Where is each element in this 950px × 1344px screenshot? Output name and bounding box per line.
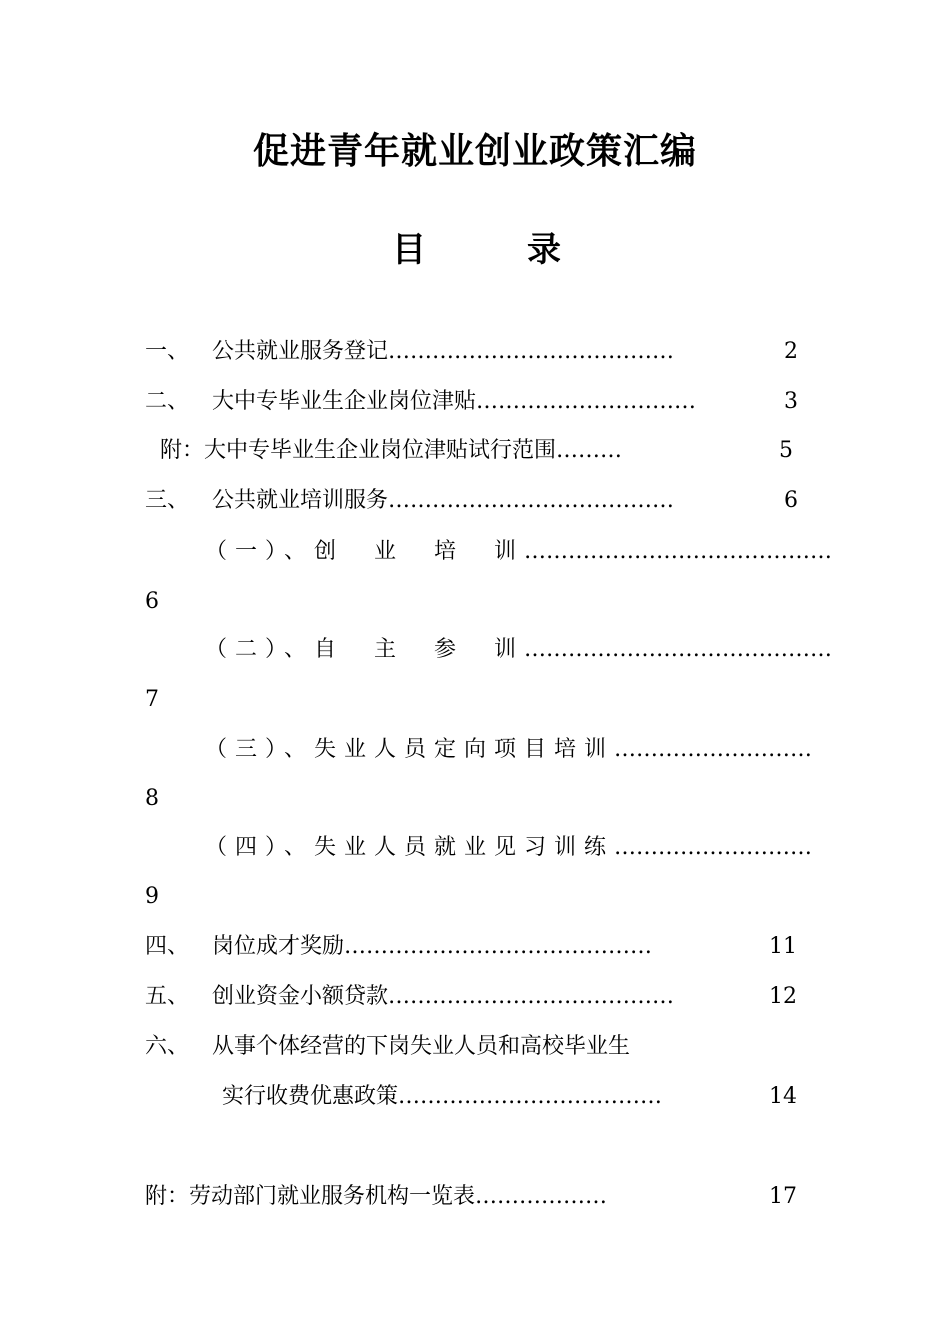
toc-entry-4 <box>212 932 652 962</box>
toc-heading-char-1: 目 <box>392 230 426 270</box>
toc-subentry-4-page: 9 <box>145 884 159 909</box>
toc-leader: ………………………………… <box>388 339 675 364</box>
toc-entry-2-appendix-text: 附：大中专毕业生企业岗位津贴试行范围 <box>160 438 557 463</box>
toc-appendix <box>145 1182 607 1212</box>
toc-entry-3-text: 公共就业培训服务 <box>212 488 389 513</box>
toc-subentry-1 <box>205 537 832 567</box>
toc-entry-4-text: 岗位成才奖励 <box>212 934 345 959</box>
toc-page-3: 5 <box>779 438 793 463</box>
toc-page-4: 6 <box>784 488 798 513</box>
toc-appendix-text: 附：劳动部门就业服务机构一览表 <box>145 1184 476 1209</box>
toc-entry-6-continued <box>222 1082 662 1112</box>
toc-marker-6: 六、 <box>145 1034 190 1059</box>
toc-page-2: 3 <box>784 389 798 414</box>
toc-entry-5 <box>212 982 674 1012</box>
toc-page-6: 12 <box>769 984 797 1009</box>
toc-leader: ……………………… <box>614 737 813 762</box>
toc-leader: ……………………… <box>614 835 813 860</box>
toc-leader: ………………………… <box>476 389 697 414</box>
toc-leader: ………………………………… <box>388 488 675 513</box>
toc-subentry-1-text: （一）、创 业 培 训 <box>205 539 525 564</box>
toc-subentry-3 <box>205 735 812 765</box>
toc-entry-5-text: 创业资金小额贷款 <box>212 984 389 1009</box>
toc-page-8: 17 <box>769 1184 797 1209</box>
toc-entry-1 <box>212 337 674 367</box>
toc-heading-char-2: 录 <box>527 230 561 270</box>
toc-subentry-2 <box>205 635 832 665</box>
toc-marker-2: 二、 <box>145 389 190 414</box>
toc-entry-2 <box>212 387 696 417</box>
toc-entry-1-text: 公共就业服务登记 <box>212 339 389 364</box>
document-title: 促进青年就业创业政策汇编 <box>252 131 697 172</box>
toc-marker-1: 一、 <box>145 339 190 364</box>
toc-marker-5: 五、 <box>145 984 190 1009</box>
toc-subentry-2-page: 7 <box>145 687 159 712</box>
toc-subentry-4 <box>205 833 812 863</box>
toc-subentry-1-page: 6 <box>145 589 159 614</box>
toc-entry-3 <box>212 486 674 516</box>
toc-page-1: 2 <box>784 339 798 364</box>
toc-page-7: 14 <box>769 1084 797 1109</box>
toc-marker-3: 三、 <box>145 488 190 513</box>
toc-leader: ……… <box>556 438 623 463</box>
toc-leader: ………………………………… <box>388 984 675 1009</box>
toc-page-5: 11 <box>769 934 797 959</box>
toc-leader: …………………………………… <box>344 934 653 959</box>
toc-entry-6-continued-text: 实行收费优惠政策 <box>222 1084 399 1109</box>
toc-leader: ……………………………… <box>398 1084 663 1109</box>
toc-subentry-2-text: （二）、自 主 参 训 <box>205 637 525 662</box>
toc-subentry-4-text: （四）、失业人员就业见习训练 <box>205 835 615 860</box>
toc-entry-2-appendix <box>160 436 622 466</box>
toc-marker-4: 四、 <box>145 934 190 959</box>
toc-leader: ……………… <box>475 1184 608 1209</box>
toc-subentry-3-text: （三）、失业人员定向项目培训 <box>205 737 615 762</box>
toc-leader: …………………………………… <box>524 539 833 564</box>
toc-subentry-3-page: 8 <box>145 786 159 811</box>
toc-entry-2-text: 大中专毕业生企业岗位津贴 <box>212 389 477 414</box>
toc-leader: …………………………………… <box>524 637 833 662</box>
toc-entry-6-text: 从事个体经营的下岗失业人员和高校毕业生 <box>212 1034 631 1059</box>
